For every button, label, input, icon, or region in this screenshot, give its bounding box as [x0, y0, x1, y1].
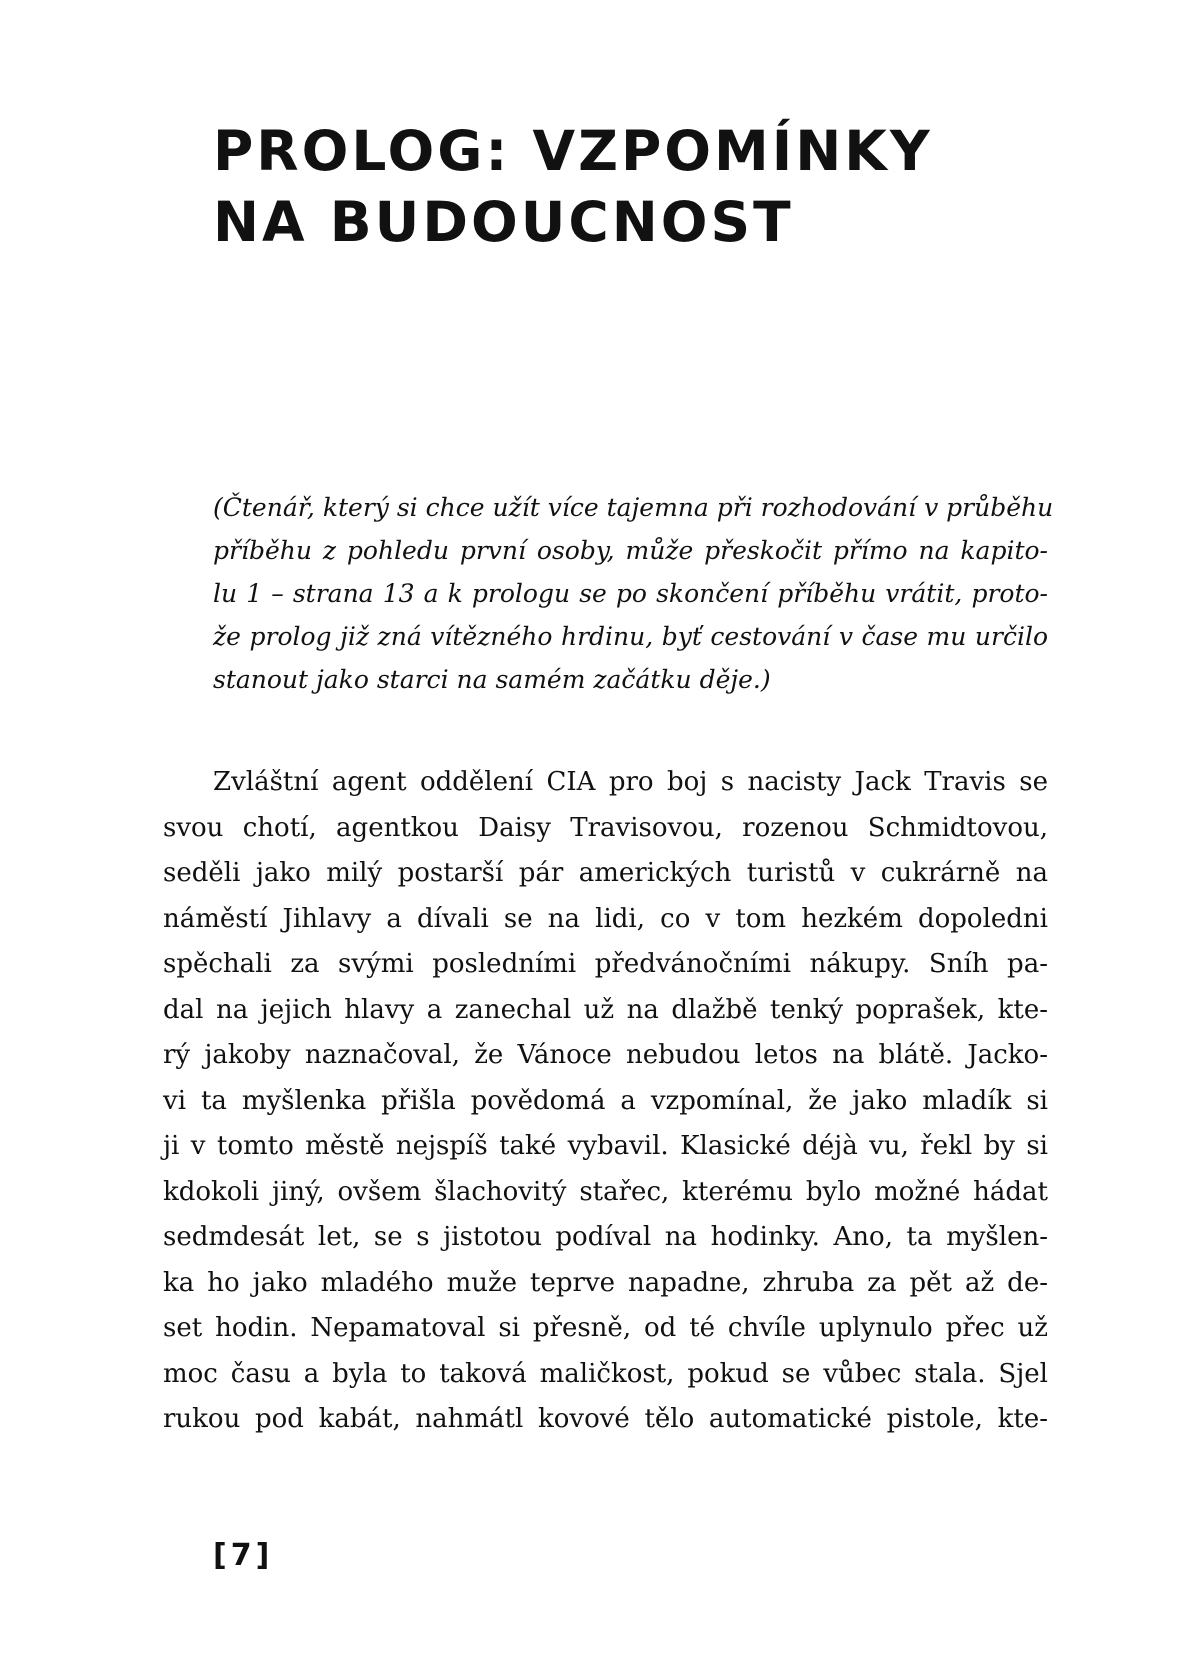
intro-note-line: stanout jako starci na samém začátku děje.): [213, 665, 771, 694]
body-line: rukou pod kabát, nahmátl kovové tělo automatické pistole, kte-: [163, 1404, 1048, 1434]
body-line: spěchali za svými posledními předvánočními nákupy. Sníh pa-: [163, 949, 1048, 979]
chapter-title-line-1: PROLOG: VZPOMÍNKY: [213, 119, 933, 183]
intro-note-line: že prolog již zná vítězného hrdinu, byť cestování v čase mu určilo: [213, 622, 1048, 651]
body-line: dal na jejich hlavy a zanechal už na dlažbě tenký poprašek, kte-: [163, 994, 1048, 1025]
chapter-title: [213, 116, 933, 258]
body-line: ji v tomto městě nejspíš také vybavil. Klasické déjà vu, řekl by si: [163, 1131, 1048, 1161]
page-number: [7]: [213, 1538, 274, 1573]
body-line: kdokoli jiný, ovšem šlachovitý stařec, kterému bylo možné hádat: [163, 1176, 1048, 1207]
body-line: ka ho jako mladého muže teprve napadne, zhruba za pět až de-: [163, 1267, 1048, 1298]
body-line: set hodin. Nepamatoval si přesně, od té chvíle uplynulo přec už: [163, 1313, 1048, 1343]
intro-note-line: (Čtenář, který si chce užít více tajemna při rozhodování v průběhu: [213, 493, 1054, 522]
chapter-title-line-2: NA BUDOUCNOST: [213, 190, 794, 254]
intro-note-line: lu 1 – strana 13 a k prologu se po skončení příběhu vrátit, proto-: [213, 579, 1048, 608]
body-line: rý jakoby naznačoval, že Vánoce nebudou letos na blátě. Jacko-: [163, 1040, 1048, 1070]
body-line: náměstí Jihlavy a dívali se na lidi, co v tom hezkém dopoledni: [163, 903, 1048, 934]
body-line: svou chotí, agentkou Daisy Travisovou, rozenou Schmidtovou,: [163, 812, 1048, 843]
intro-note: [213, 486, 1054, 701]
intro-note-line: příběhu z pohledu první osoby, může přeskočit přímo na kapito-: [213, 536, 1048, 565]
body-line: moc času a byla to taková maličkost, pokud se vůbec stala. Sjel: [163, 1358, 1048, 1389]
body-line: vi ta myšlenka přišla povědomá a vzpomínal, že jako mladík si: [163, 1085, 1048, 1116]
body-line: seděli jako milý postarší pár amerických turistů v cukrárně na: [163, 858, 1048, 888]
body-paragraph: [163, 760, 1048, 1443]
body-line: Zvláštní agent oddělení CIA pro boj s nacisty Jack Travis se: [213, 767, 1048, 797]
body-line: sedmdesát let, se s jistotou podíval na hodinky. Ano, ta myšlen-: [163, 1222, 1048, 1252]
